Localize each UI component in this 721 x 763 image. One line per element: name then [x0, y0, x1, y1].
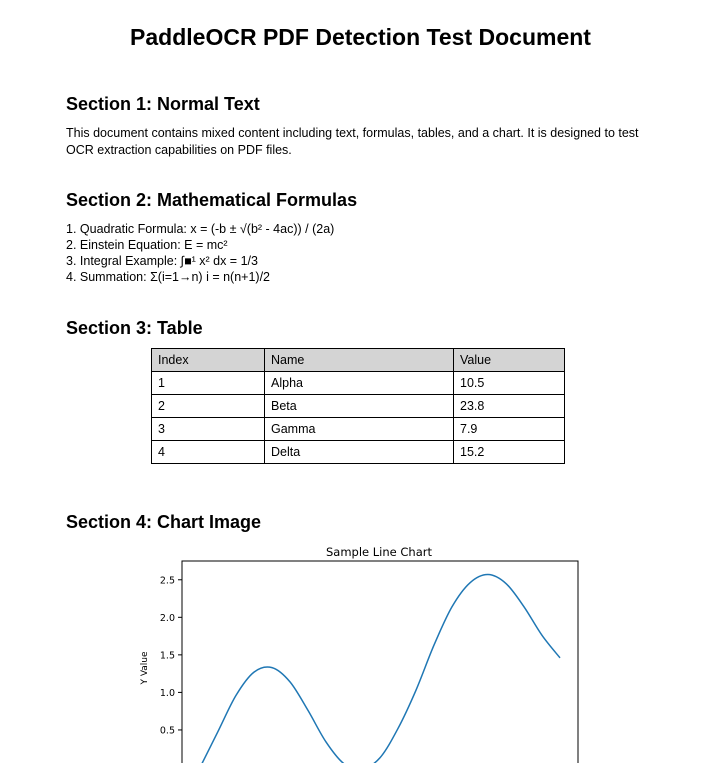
table-cell: 3 [152, 418, 265, 441]
data-table [151, 348, 565, 464]
column-header: Name [265, 349, 454, 372]
formula-item: 3. Integral Example: ∫■¹ x² dx = 1/3 [66, 254, 258, 268]
formula-item: 4. Summation: Σ(i=1→n) i = n(n+1)/2 [66, 270, 270, 284]
series-line [200, 575, 560, 763]
table-cell: Alpha [265, 372, 454, 395]
table-cell: 7.9 [454, 418, 565, 441]
y-tick-label: 2.5 [159, 575, 175, 587]
column-header: Value [454, 349, 565, 372]
section4-heading: Section 4: Chart Image [66, 512, 262, 532]
formula-item: 2. Einstein Equation: E = mc² [66, 238, 228, 252]
section1-text: This document contains mixed content including text, formulas, tables, and a chart. It is designed to test OCR extraction capabilities on PDF files. [66, 126, 639, 157]
section2-heading: Section 2: Mathematical Formulas [66, 190, 358, 210]
y-tick-label: 1.0 [159, 687, 175, 699]
section1-heading: Section 1: Normal Text [66, 94, 260, 114]
y-tick-label: 1.5 [159, 650, 175, 662]
table-row [152, 372, 565, 395]
table-cell: Gamma [265, 418, 454, 441]
table-cell: Delta [265, 441, 454, 464]
table-cell: 15.2 [454, 441, 565, 464]
document-title: PaddleOCR PDF Detection Test Document [130, 24, 591, 50]
table-cell: 10.5 [454, 372, 565, 395]
table-cell: 23.8 [454, 395, 565, 418]
y-axis-label: Y Value [140, 651, 150, 685]
table-cell: 4 [152, 441, 265, 464]
table-cell: Beta [265, 395, 454, 418]
table-row [152, 418, 565, 441]
formula-list [66, 221, 334, 285]
section3-heading: Section 3: Table [66, 318, 203, 338]
y-tick-label: 2.0 [159, 612, 175, 624]
table-row [152, 395, 565, 418]
line-chart [0, 535, 721, 763]
table-cell: 2 [152, 395, 265, 418]
column-header: Index [152, 349, 265, 372]
table-cell: 1 [152, 372, 265, 395]
table-row [152, 441, 565, 464]
chart-title: Sample Line Chart [326, 545, 432, 559]
y-tick-label: 0.5 [159, 725, 175, 737]
plot-area [182, 561, 578, 763]
formula-item: 1. Quadratic Formula: x = (-b ± √(b² - 4ac)) / (2a) [66, 222, 335, 236]
table-header-row [152, 349, 565, 372]
